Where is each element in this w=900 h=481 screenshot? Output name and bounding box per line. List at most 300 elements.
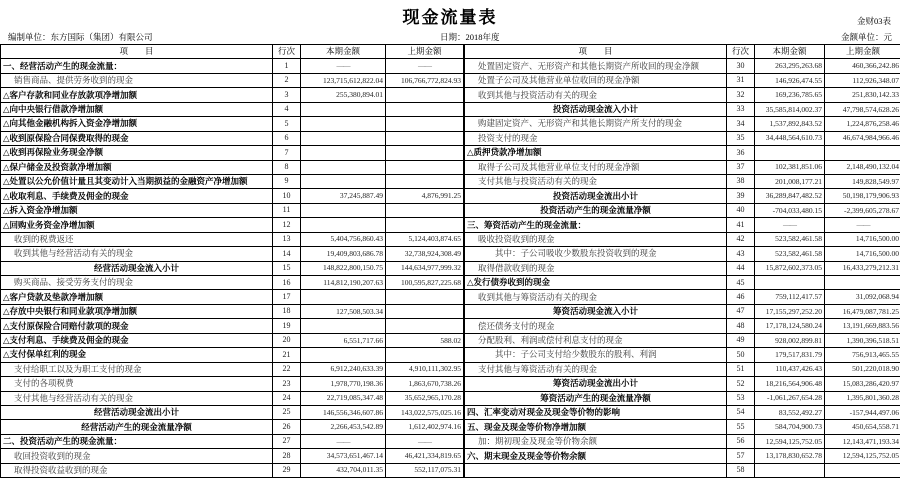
row-line-no: 27	[273, 434, 301, 448]
row-label: 销售商品、提供劳务收到的现金	[1, 73, 273, 87]
table-row	[465, 131, 900, 145]
row-line-no: 46	[727, 290, 755, 304]
row-line-no: 52	[727, 377, 755, 391]
row-label: △拆入资金净增加额	[1, 203, 273, 217]
current-amount-cell	[301, 348, 386, 362]
column-header-current-amount: 本期金额	[301, 45, 386, 59]
table-container	[0, 44, 900, 478]
row-label: 收到其他与投资活动有关的现金	[465, 88, 727, 102]
table-row	[1, 362, 464, 376]
row-label: 投资活动产生的现金流量净额	[465, 203, 727, 217]
current-amount-cell: 123,715,612,822.04	[301, 73, 386, 87]
row-line-no: 2	[273, 73, 301, 87]
prior-amount-cell: 46,674,984,966.46	[825, 131, 900, 145]
table-row	[465, 88, 900, 102]
table-row	[1, 348, 464, 362]
current-amount-cell: 1,537,892,843.52	[755, 117, 825, 131]
row-line-no: 41	[727, 218, 755, 232]
prior-amount-cell: 31,092,068.94	[825, 290, 900, 304]
prior-amount-cell	[386, 174, 464, 188]
prior-amount-cell: 552,117,075.31	[386, 463, 464, 477]
prior-amount-cell: 1,390,396,518.51	[825, 333, 900, 347]
row-line-no: 55	[727, 420, 755, 434]
prior-amount-cell: 251,830,142.33	[825, 88, 900, 102]
table-row	[1, 102, 464, 116]
current-amount-cell	[755, 146, 825, 160]
prior-amount-cell	[825, 146, 900, 160]
row-label: 投资活动现金流入小计	[465, 102, 727, 116]
current-amount-cell: 37,245,887.49	[301, 189, 386, 203]
row-label: 取得子公司及其他营业单位支付的现金净额	[465, 160, 727, 174]
current-amount-cell: 15,872,602,373.05	[755, 261, 825, 275]
column-header-current-amount: 本期金额	[755, 45, 825, 59]
current-amount-cell: -1,061,267,654.28	[755, 391, 825, 405]
table-row	[1, 463, 464, 477]
row-line-no: 26	[273, 420, 301, 434]
table-row	[1, 449, 464, 463]
row-label: △收到再保险业务现金净额	[1, 146, 273, 160]
table-row	[465, 304, 900, 318]
prior-amount-cell: 100,595,827,225.68	[386, 276, 464, 290]
current-amount-cell: 169,236,785.65	[755, 88, 825, 102]
row-label: △存放中央银行和同业款项净增加额	[1, 304, 273, 318]
table-row	[1, 232, 464, 246]
row-line-no: 37	[727, 160, 755, 174]
table-row	[1, 247, 464, 261]
table-row	[1, 131, 464, 145]
page-title: 现金流量表	[402, 8, 498, 27]
table-row	[1, 218, 464, 232]
row-line-no: 5	[273, 117, 301, 131]
prior-amount-cell: 15,083,286,420.97	[825, 377, 900, 391]
prior-amount-cell: 756,913,465.55	[825, 348, 900, 362]
table-row	[1, 304, 464, 318]
table-row	[1, 189, 464, 203]
cashflow-table-left	[0, 44, 464, 478]
prior-amount-cell	[386, 319, 464, 333]
current-amount-cell: 114,812,190,207.63	[301, 276, 386, 290]
table-row	[1, 276, 464, 290]
row-line-no: 14	[273, 247, 301, 261]
prior-amount-cell: 112,926,348.07	[825, 73, 900, 87]
amount-unit: 金额单位：元	[840, 32, 892, 42]
table-row	[465, 59, 900, 73]
current-amount-cell: 146,926,474.55	[755, 73, 825, 87]
current-amount-cell: 12,594,125,752.05	[755, 434, 825, 448]
current-amount-cell: 34,448,564,610.73	[755, 131, 825, 145]
row-line-no: 39	[727, 189, 755, 203]
column-header-line-no: 行次	[727, 45, 755, 59]
prior-amount-cell: 47,798,574,628.26	[825, 102, 900, 116]
current-amount-cell	[301, 174, 386, 188]
row-line-no: 17	[273, 290, 301, 304]
prior-amount-cell	[386, 304, 464, 318]
table-row	[1, 160, 464, 174]
table-row	[1, 319, 464, 333]
prior-amount-cell: ——	[386, 59, 464, 73]
table-row	[1, 73, 464, 87]
row-label: △客户存款和同业存放款项净增加额	[1, 88, 273, 102]
current-amount-cell	[755, 276, 825, 290]
row-label: △收取利息、手续费及佣金的现金	[1, 189, 273, 203]
row-line-no: 6	[273, 131, 301, 145]
row-label: 处置固定资产、无形资产和其他长期资产所收回的现金净额	[465, 59, 727, 73]
prior-amount-cell: 144,634,977,999.32	[386, 261, 464, 275]
current-amount-cell: ——	[301, 434, 386, 448]
table-row	[1, 333, 464, 347]
column-header-item: 项 目	[1, 45, 273, 59]
current-amount-cell: 2,266,453,542.89	[301, 420, 386, 434]
table-row	[1, 405, 464, 419]
prior-amount-cell: -2,399,605,278.67	[825, 203, 900, 217]
table-row	[465, 102, 900, 116]
row-label: △支付利息、手续费及佣金的现金	[1, 333, 273, 347]
row-line-no: 28	[273, 449, 301, 463]
row-label: 经营活动现金流入小计	[1, 261, 273, 275]
row-line-no: 19	[273, 319, 301, 333]
current-amount-cell: 523,582,461.58	[755, 232, 825, 246]
row-label: 收到的税费返还	[1, 232, 273, 246]
current-amount-cell: 13,178,830,652.78	[755, 449, 825, 463]
row-line-no: 54	[727, 405, 755, 419]
row-label: 其中：子公司支付给少数股东的股利、利润	[465, 348, 727, 362]
table-row	[465, 203, 900, 217]
table-row	[465, 160, 900, 174]
row-label: △质押贷款净增加额	[465, 146, 727, 160]
current-amount-cell: 22,719,085,347.48	[301, 391, 386, 405]
row-line-no: 29	[273, 463, 301, 477]
current-amount-cell	[301, 203, 386, 217]
row-line-no: 23	[273, 377, 301, 391]
table-row	[1, 146, 464, 160]
row-line-no: 53	[727, 391, 755, 405]
row-line-no: 48	[727, 319, 755, 333]
row-label: △支付保单红利的现金	[1, 348, 273, 362]
prior-amount-cell: 106,766,772,824.93	[386, 73, 464, 87]
row-label: 加：期初现金及现金等价物余额	[465, 434, 727, 448]
current-amount-cell: 523,582,461.58	[755, 247, 825, 261]
row-line-no: 1	[273, 59, 301, 73]
current-amount-cell: 584,704,900.73	[755, 420, 825, 434]
row-label: △支付原保险合同赔付款项的现金	[1, 319, 273, 333]
table-row	[1, 203, 464, 217]
current-amount-cell	[301, 131, 386, 145]
table-row	[1, 434, 464, 448]
prior-amount-cell: 4,876,991.25	[386, 189, 464, 203]
table-row	[465, 405, 900, 419]
current-amount-cell	[755, 463, 825, 477]
current-amount-cell: 146,556,346,607.86	[301, 405, 386, 419]
current-amount-cell: 36,289,847,482.52	[755, 189, 825, 203]
row-label: 其中：子公司吸收少数股东投资收到的现金	[465, 247, 727, 261]
prior-amount-cell	[825, 463, 900, 477]
row-line-no: 30	[727, 59, 755, 73]
row-line-no: 20	[273, 333, 301, 347]
row-label: 处置子公司及其他营业单位收回的现金净额	[465, 73, 727, 87]
row-label: 四、汇率变动对现金及现金等价物的影响	[465, 405, 727, 419]
table-row	[465, 434, 900, 448]
prior-amount-cell: 13,191,669,883.56	[825, 319, 900, 333]
report-date: 日期：2018年度	[440, 32, 500, 42]
prior-amount-cell: 450,654,558.71	[825, 420, 900, 434]
table-row	[465, 261, 900, 275]
prior-amount-cell: 12,594,125,752.05	[825, 449, 900, 463]
row-line-no: 36	[727, 146, 755, 160]
cashflow-table-right	[464, 44, 900, 478]
current-amount-cell: 17,178,124,580.24	[755, 319, 825, 333]
row-line-no: 57	[727, 449, 755, 463]
current-amount-cell: 1,978,770,198.36	[301, 377, 386, 391]
row-label: 取得借款收到的现金	[465, 261, 727, 275]
current-amount-cell	[301, 290, 386, 304]
table-row	[1, 117, 464, 131]
current-amount-cell: 255,380,894.01	[301, 88, 386, 102]
row-label: 二、投资活动产生的现金流量：	[1, 434, 273, 448]
prior-amount-cell: 2,148,490,132.04	[825, 160, 900, 174]
current-amount-cell: 6,551,717.66	[301, 333, 386, 347]
table-row	[465, 247, 900, 261]
column-header-row	[1, 45, 464, 59]
current-amount-cell: 148,822,800,150.75	[301, 261, 386, 275]
column-header-prior-amount: 上期金额	[386, 45, 464, 59]
row-label: △向其他金融机构拆入资金净增加额	[1, 117, 273, 131]
table-row	[465, 348, 900, 362]
row-label: △保户储金及投资款净增加额	[1, 160, 273, 174]
row-line-no: 35	[727, 131, 755, 145]
row-line-no: 51	[727, 362, 755, 376]
row-label: 筹资活动现金流出小计	[465, 377, 727, 391]
row-label: △向中央银行借款净增加额	[1, 102, 273, 116]
prior-amount-cell	[386, 203, 464, 217]
table-row	[1, 290, 464, 304]
row-label: 取得投资收益收到的现金	[1, 463, 273, 477]
prior-amount-cell: 143,022,575,025.16	[386, 405, 464, 419]
table-row	[465, 290, 900, 304]
row-label: 支付其他与投资活动有关的现金	[465, 174, 727, 188]
table-row	[465, 333, 900, 347]
prior-amount-cell: -157,944,497.06	[825, 405, 900, 419]
row-label: 支付给职工以及为职工支付的现金	[1, 362, 273, 376]
prior-amount-cell: 588.02	[386, 333, 464, 347]
prior-amount-cell: 5,124,403,874.65	[386, 232, 464, 246]
current-amount-cell: 19,409,803,686.78	[301, 247, 386, 261]
row-line-no: 44	[727, 261, 755, 275]
row-line-no: 15	[273, 261, 301, 275]
prior-amount-cell: ——	[825, 218, 900, 232]
table-row	[465, 73, 900, 87]
table-row	[465, 362, 900, 376]
prior-amount-cell: 501,220,018.90	[825, 362, 900, 376]
current-amount-cell: 201,008,177.21	[755, 174, 825, 188]
row-line-no: 4	[273, 102, 301, 116]
table-row	[465, 319, 900, 333]
row-label: 收回投资收到的现金	[1, 449, 273, 463]
table-row	[1, 391, 464, 405]
table-row	[465, 449, 900, 463]
row-label: 支付其他与筹资活动有关的现金	[465, 362, 727, 376]
current-amount-cell: 6,912,240,633.39	[301, 362, 386, 376]
table-row	[1, 59, 464, 73]
row-line-no: 21	[273, 348, 301, 362]
row-label: 五、现金及现金等价物净增加额	[465, 420, 727, 434]
table-row	[465, 189, 900, 203]
current-amount-cell: 127,508,503.34	[301, 304, 386, 318]
row-line-no: 8	[273, 160, 301, 174]
column-header-line-no: 行次	[273, 45, 301, 59]
prior-amount-cell: 1,395,801,360.28	[825, 391, 900, 405]
table-row	[465, 117, 900, 131]
row-label: 收到其他与筹资活动有关的现金	[465, 290, 727, 304]
row-line-no: 11	[273, 203, 301, 217]
current-amount-cell: 759,112,417.57	[755, 290, 825, 304]
prior-amount-cell: 1,612,402,974.16	[386, 420, 464, 434]
row-label: 偿还债务支付的现金	[465, 319, 727, 333]
row-label: 分配股利、利润或偿付利息支付的现金	[465, 333, 727, 347]
current-amount-cell: 110,437,426.43	[755, 362, 825, 376]
current-amount-cell: 5,404,756,860.43	[301, 232, 386, 246]
table-row	[1, 174, 464, 188]
row-label: 三、筹资活动产生的现金流量：	[465, 218, 727, 232]
prior-amount-cell	[386, 102, 464, 116]
row-label: 投资支付的现金	[465, 131, 727, 145]
current-amount-cell	[301, 160, 386, 174]
current-amount-cell: 179,517,831.79	[755, 348, 825, 362]
prior-amount-cell	[386, 117, 464, 131]
prior-amount-cell: 1,224,876,258.46	[825, 117, 900, 131]
report-header	[0, 0, 900, 44]
row-label: 六、期末现金及现金等价物余额	[465, 449, 727, 463]
prior-amount-cell: 149,828,549.97	[825, 174, 900, 188]
prior-amount-cell: 35,652,965,170.28	[386, 391, 464, 405]
current-amount-cell	[301, 102, 386, 116]
prior-amount-cell: 16,479,087,781.25	[825, 304, 900, 318]
row-line-no: 25	[273, 405, 301, 419]
prior-amount-cell	[386, 290, 464, 304]
row-line-no: 24	[273, 391, 301, 405]
row-line-no: 38	[727, 174, 755, 188]
row-line-no: 32	[727, 88, 755, 102]
prior-amount-cell	[386, 146, 464, 160]
row-label: △回购业务资金净增加额	[1, 218, 273, 232]
row-label: 支付的各项税费	[1, 377, 273, 391]
row-label: △收到原保险合同保费取得的现金	[1, 131, 273, 145]
column-header-row	[465, 45, 900, 59]
row-label: 购建固定资产、无形资产和其他长期资产所支付的现金	[465, 117, 727, 131]
table-row	[1, 377, 464, 391]
row-line-no: 10	[273, 189, 301, 203]
prior-amount-cell	[825, 276, 900, 290]
current-amount-cell	[301, 117, 386, 131]
table-row	[465, 174, 900, 188]
row-label: 吸收投资收到的现金	[465, 232, 727, 246]
table-row	[1, 420, 464, 434]
current-amount-cell: ——	[301, 59, 386, 73]
row-line-no: 43	[727, 247, 755, 261]
row-label: 支付其他与经营活动有关的现金	[1, 391, 273, 405]
table-row	[465, 391, 900, 405]
prior-amount-cell	[386, 348, 464, 362]
prepared-by: 编制单位：东方国际（集团）有限公司	[8, 32, 153, 42]
prior-amount-cell: 460,366,242.86	[825, 59, 900, 73]
prior-amount-cell: 14,716,500.00	[825, 232, 900, 246]
prior-amount-cell: 1,863,670,738.26	[386, 377, 464, 391]
row-line-no: 49	[727, 333, 755, 347]
table-row	[465, 232, 900, 246]
row-label: 经营活动产生的现金流量净额	[1, 420, 273, 434]
row-line-no: 50	[727, 348, 755, 362]
prior-amount-cell: 32,738,924,308.49	[386, 247, 464, 261]
column-header-item: 项 目	[465, 45, 727, 59]
row-line-no: 22	[273, 362, 301, 376]
row-line-no: 31	[727, 73, 755, 87]
current-amount-cell	[301, 319, 386, 333]
table-row	[465, 276, 900, 290]
prior-amount-cell: 16,433,279,212.31	[825, 261, 900, 275]
row-label	[465, 463, 727, 477]
row-line-no: 34	[727, 117, 755, 131]
prior-amount-cell	[386, 131, 464, 145]
prior-amount-cell	[386, 88, 464, 102]
table-row	[465, 420, 900, 434]
row-label: △发行债券收到的现金	[465, 276, 727, 290]
prior-amount-cell: ——	[386, 434, 464, 448]
current-amount-cell: -704,033,480.15	[755, 203, 825, 217]
row-line-no: 18	[273, 304, 301, 318]
row-label: 收到其他与经营活动有关的现金	[1, 247, 273, 261]
row-label: 筹资活动现金流入小计	[465, 304, 727, 318]
current-amount-cell	[301, 218, 386, 232]
prior-amount-cell	[386, 160, 464, 174]
row-line-no: 47	[727, 304, 755, 318]
row-label: 购买商品、接受劳务支付的现金	[1, 276, 273, 290]
prior-amount-cell: 14,716,500.00	[825, 247, 900, 261]
prior-amount-cell: 12,143,471,193.34	[825, 434, 900, 448]
row-line-no: 3	[273, 88, 301, 102]
current-amount-cell: 17,155,297,252.20	[755, 304, 825, 318]
current-amount-cell: 928,002,899.81	[755, 333, 825, 347]
current-amount-cell: 83,552,492.27	[755, 405, 825, 419]
row-line-no: 12	[273, 218, 301, 232]
current-amount-cell: 263,295,263.68	[755, 59, 825, 73]
prior-amount-cell: 46,421,334,819.65	[386, 449, 464, 463]
table-row	[465, 218, 900, 232]
row-label: 经营活动现金流出小计	[1, 405, 273, 419]
prior-amount-cell	[386, 218, 464, 232]
row-label: 一、经营活动产生的现金流量：	[1, 59, 273, 73]
row-line-no: 58	[727, 463, 755, 477]
table-row	[465, 463, 900, 477]
row-label: △处置以公允价值计量且其变动计入当期损益的金融资产净增加额	[1, 174, 273, 188]
row-label: 筹资活动产生的现金流量净额	[465, 391, 727, 405]
current-amount-cell	[301, 146, 386, 160]
row-line-no: 33	[727, 102, 755, 116]
form-number: 金财03表	[856, 16, 891, 26]
row-line-no: 40	[727, 203, 755, 217]
prior-amount-cell: 50,198,179,906.93	[825, 189, 900, 203]
current-amount-cell: ——	[755, 218, 825, 232]
row-line-no: 13	[273, 232, 301, 246]
current-amount-cell: 432,704,011.35	[301, 463, 386, 477]
current-amount-cell: 34,573,651,467.14	[301, 449, 386, 463]
current-amount-cell: 35,585,814,002.37	[755, 102, 825, 116]
row-line-no: 16	[273, 276, 301, 290]
current-amount-cell: 18,216,564,906.48	[755, 377, 825, 391]
table-row	[465, 377, 900, 391]
table-row	[465, 146, 900, 160]
table-row	[1, 261, 464, 275]
current-amount-cell: 102,381,851.06	[755, 160, 825, 174]
row-line-no: 9	[273, 174, 301, 188]
